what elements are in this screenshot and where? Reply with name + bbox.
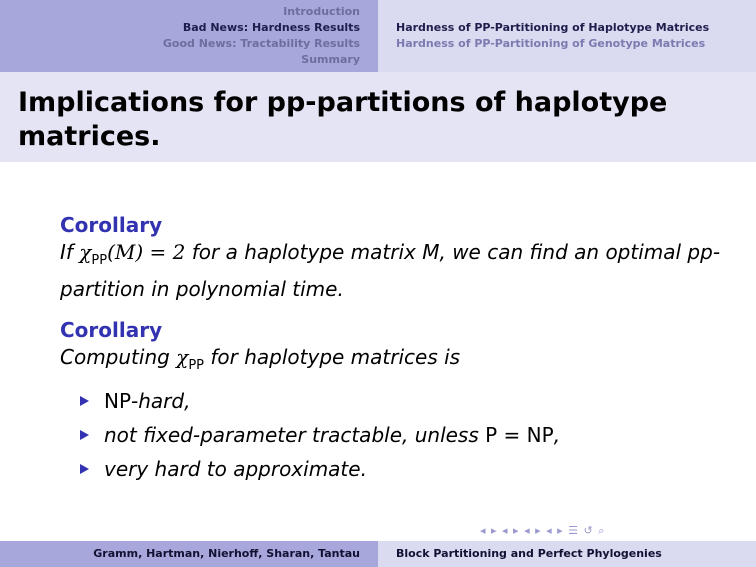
corollary-text-rest: for a haplotype matrix M, we can find an optimal pp-partition in polynomial time. — [60, 240, 721, 301]
corollary-block-2 — [60, 317, 730, 486]
corollary-intro — [60, 343, 730, 380]
nav-section-introduction[interactable]: Introduction — [283, 5, 360, 18]
item-text-roman: NP — [104, 389, 132, 413]
chi-symbol: χ — [79, 240, 92, 264]
bullet-triangle-icon — [80, 430, 89, 440]
nav-section-bad-news[interactable]: Bad News: Hardness Results — [182, 21, 360, 34]
item-text: -hard, — [131, 389, 191, 413]
header-bar — [0, 0, 756, 72]
item-text-tail: , — [553, 423, 561, 447]
footer-talk-title: Block Partitioning and Perfect Phylogenies — [378, 541, 756, 567]
slide-title: Implications for pp-partitions of haplotype matrices. — [18, 87, 668, 152]
corollary-block-1 — [60, 212, 730, 303]
chi-subscript: PP — [188, 358, 204, 373]
chi-argument: (M) = 2 — [107, 240, 186, 264]
beamer-navigation-icons[interactable]: ◂ ▸ ◂ ▸ ◂ ▸ ◂ ▸ ☰ ↺ ⌕ — [480, 524, 606, 537]
slide-content — [60, 212, 730, 486]
corollary-intro-post: for haplotype matrices is — [204, 345, 461, 369]
nav-section-summary[interactable]: Summary — [301, 53, 360, 66]
corollary-intro-pre: Computing — [60, 345, 177, 369]
slide-title-bar — [0, 72, 756, 162]
subsection-nav — [378, 0, 756, 72]
chi-subscript: PP — [91, 253, 108, 268]
corollary-heading: Corollary — [60, 213, 163, 237]
list-item — [80, 384, 730, 418]
section-nav — [0, 0, 378, 72]
footer-bar — [0, 541, 756, 567]
bullet-triangle-icon — [80, 464, 89, 474]
item-text: very hard to approximate. — [104, 457, 367, 481]
chi-symbol: χ — [176, 345, 189, 369]
nav-subsection-haplotype[interactable]: Hardness of PP-Partitioning of Haplotype Matrices — [396, 21, 710, 34]
nav-section-good-news[interactable]: Good News: Tractability Results — [162, 37, 360, 50]
footer-authors: Gramm, Hartman, Nierhoff, Sharan, Tantau — [0, 541, 378, 567]
corollary-text-if: If — [60, 240, 80, 264]
bullet-triangle-icon — [80, 396, 89, 406]
corollary-heading: Corollary — [60, 318, 163, 342]
nav-subsection-genotype[interactable]: Hardness of PP-Partitioning of Genotype Matrices — [396, 37, 706, 50]
list-item — [80, 452, 730, 486]
item-text-roman: P = NP — [485, 423, 554, 447]
corollary-list — [60, 384, 730, 486]
item-text: not fixed-parameter tractable, unless — [104, 423, 486, 447]
list-item — [80, 418, 730, 452]
corollary-text — [60, 238, 730, 303]
